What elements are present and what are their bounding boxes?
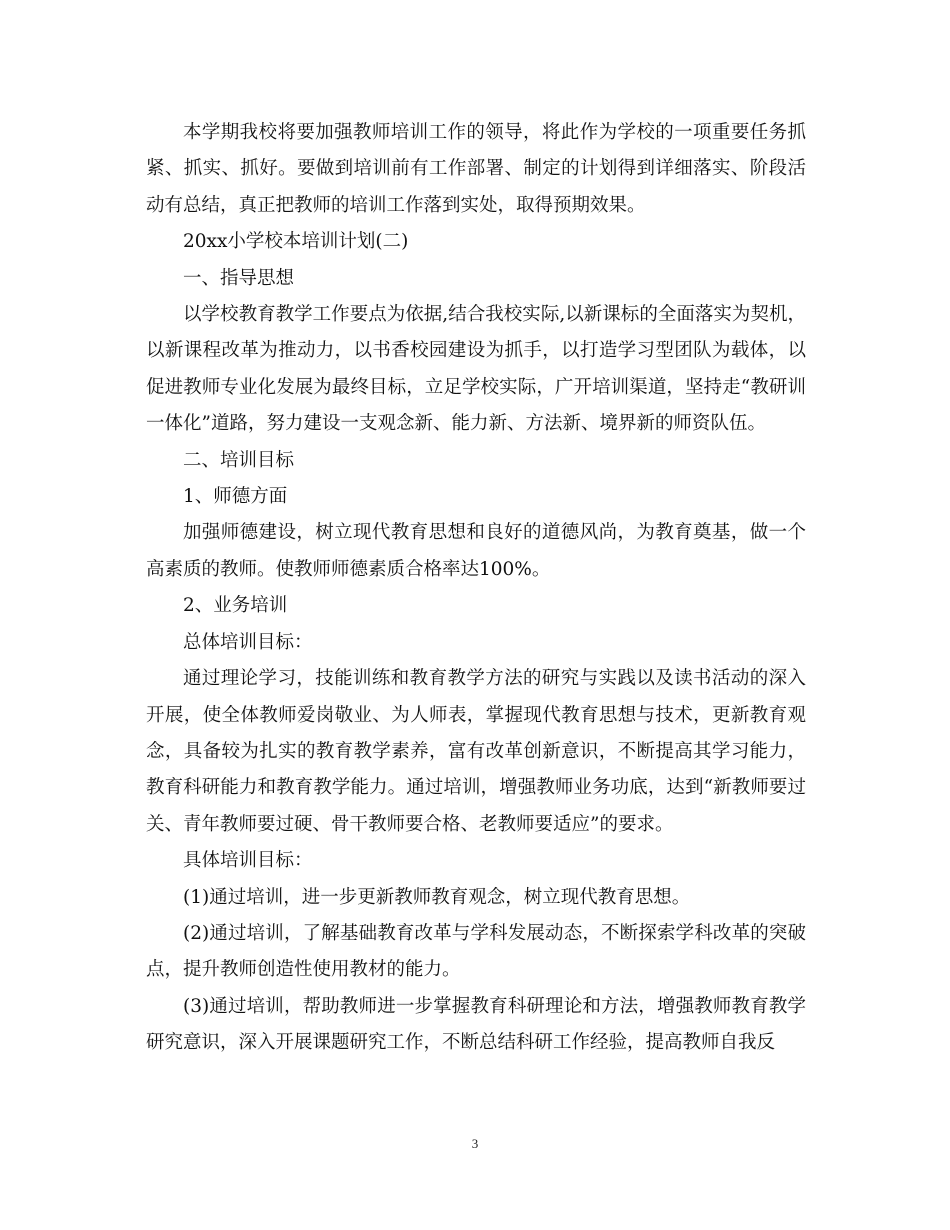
page-body bbox=[146, 115, 806, 1062]
paragraph-closing-summary: 本学期我校将要加强教师培训工作的领导，将此作为学校的一项重要任务抓紧、抓实、抓好。要做到培训前有工作部署、制定的计划得到详细落实、阶段活动有总结，真正把教师的培训工作落到实处，取得预期效果。 bbox=[146, 122, 806, 216]
section-heading-guiding-ideology: 一、指导思想 bbox=[183, 267, 295, 289]
document-subtitle: 20xx小学校本培训计划(二) bbox=[183, 231, 409, 253]
label-overall-goals: 总体培训目标： bbox=[183, 631, 313, 653]
paragraph-guiding-ideology: 以学校教育教学工作要点为依据,结合我校实际,以新课标的全面落实为契机，以新课程改革为推动力，以书香校园建设为抓手，以打造学习型团队为载体，以促进教师专业化发展为最终目标，立足学校实际，广开培训渠道，坚持走“教研训一体化”道路，努力建设一支观念新、能力新、方法新、境界新的师资队伍。 bbox=[146, 304, 806, 435]
paragraph-overall-goals: 通过理论学习，技能训练和教育教学方法的研究与实践以及读书活动的深入开展，使全体教师爱岗敬业、为人师表，掌握现代教育思想与技术，更新教育观念，具备较为扎实的教育教学素养，富有改革创新意识，不断提高其学习能力，教育科研能力和教育教学能力。通过培训，增强教师业务功底，达到“新教师要过关、青年教师要过硬、骨干教师要合格、老教师要适应”的要求。 bbox=[146, 668, 806, 835]
section-heading-training-goals: 二、培训目标 bbox=[183, 449, 295, 471]
list-item-goal-3: (3)通过培训，帮助教师进一步掌握教育科研理论和方法，增强教师教育教学研究意识，深入开展课题研究工作，不断总结科研工作经验，提高教师自我反 bbox=[146, 995, 806, 1054]
subheading-teacher-ethics: 1、师德方面 bbox=[183, 486, 288, 508]
page-number: 3 bbox=[471, 1136, 479, 1151]
list-item-goal-2: (2)通过培训，了解基础教育改革与学科发展动态，不断探索学科改革的突破点，提升教师创造性使用教材的能力。 bbox=[146, 922, 806, 981]
subheading-professional-training: 2、业务培训 bbox=[183, 595, 288, 617]
list-item-goal-1: (1)通过培训，进一步更新教师教育观念，树立现代教育思想。 bbox=[183, 886, 691, 908]
label-specific-goals: 具体培训目标： bbox=[183, 850, 313, 872]
paragraph-teacher-ethics: 加强师德建设，树立现代教育思想和良好的道德风尚，为教育奠基，做一个高素质的教师。使教师师德素质合格率达100%。 bbox=[146, 522, 806, 580]
